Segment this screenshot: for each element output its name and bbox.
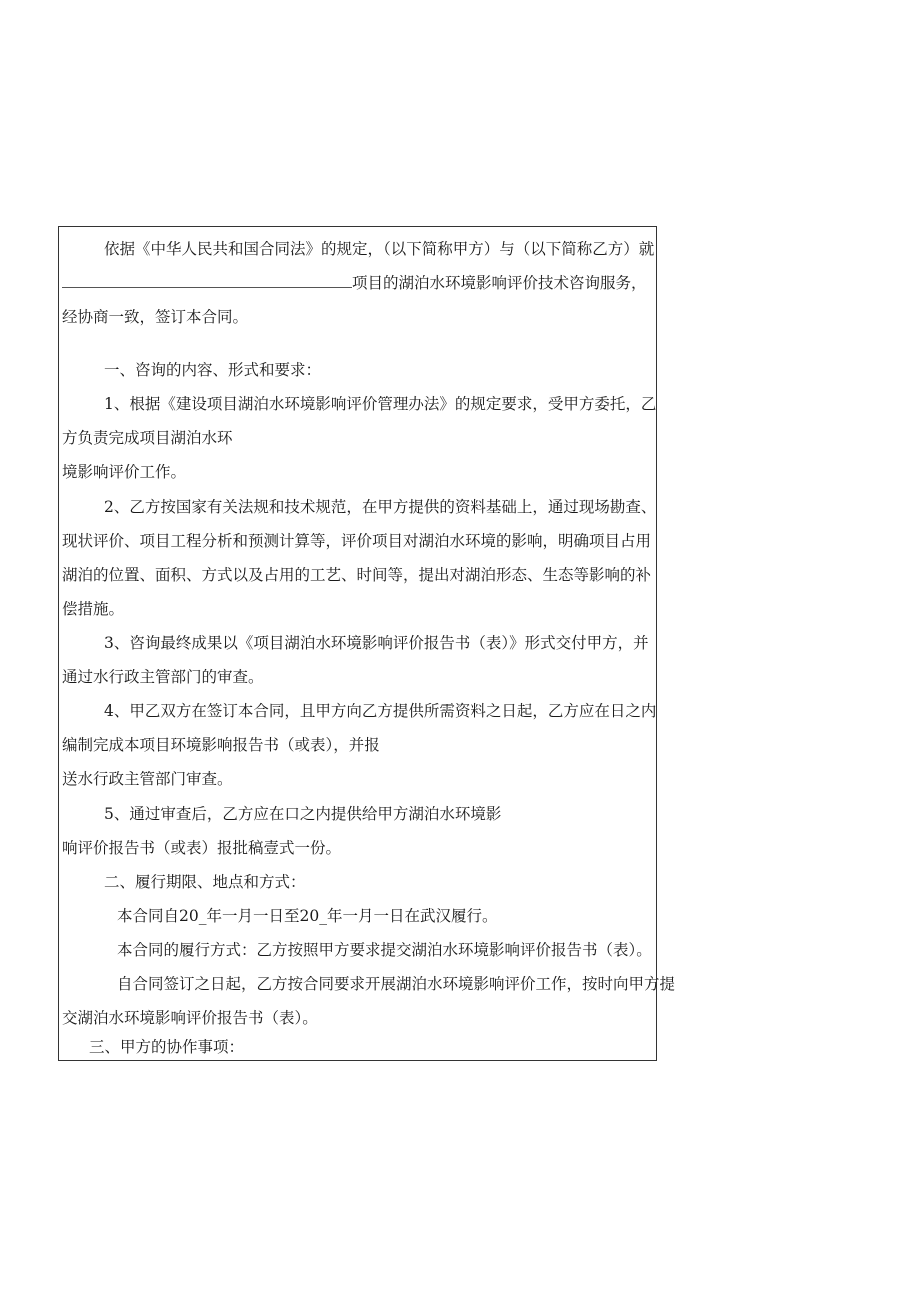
item-2-line-3: 湖泊的位置、面积、方式以及占用的工艺、时间等，提出对湖泊形态、生态等影响的补 — [62, 566, 652, 584]
project-name-blank — [62, 275, 352, 288]
item-1-line-3: 境影响评价工作。 — [62, 463, 187, 481]
item-2-line-1: 2、乙方按国家有关法规和技术规范，在甲方提供的资料基础上，通过现场勘查、 — [104, 498, 657, 516]
para-intro-line-1: 依据《中华人民共和国合同法》的规定，（以下简称甲方）与（以下简称乙方）就 — [104, 240, 655, 258]
term-period-line: 本合同自20_年一月一日至20_年一月一日在武汉履行。 — [117, 907, 498, 925]
item-3-line-1: 3、咨询最终成果以《项目湖泊水环境影响评价报告书（表）》形式交付甲方，并 — [104, 634, 649, 652]
contract-frame — [58, 226, 676, 1061]
para-intro-line-2 — [62, 273, 647, 293]
item-5-line-1: 5、通过审查后，乙方应在口之内提供给甲方湖泊水环境影 — [104, 805, 502, 823]
term-method-line: 本合同的履行方式：乙方按照甲方要求提交湖泊水环境影响评价报告书（表）。 — [117, 941, 652, 959]
para-intro-line-3: 经协商一致，签订本合同。 — [62, 308, 249, 326]
section-2-heading: 二、履行期限、地点和方式： — [104, 873, 306, 891]
term-submit-line-2: 交湖泊水环境影响评价报告书（表）。 — [62, 1009, 318, 1027]
section-1-heading: 一、咨询的内容、形式和要求： — [104, 361, 322, 379]
section-3-heading: 三、甲方的协作事项： — [89, 1038, 245, 1056]
term-submit-line-1: 自合同签订之日起，乙方按合同要求开展湖泊水环境影响评价工作，按时向甲方提 — [117, 975, 676, 993]
item-4-line-2: 编制完成本项目环境影响报告书（或表），并报 — [62, 736, 380, 754]
item-3-line-2: 通过水行政主管部门的审查。 — [62, 668, 264, 686]
item-1-line-1: 1、根据《建设项目湖泊水环境影响评价管理办法》的规定要求，受甲方委托，乙 — [104, 395, 657, 413]
item-1-line-2: 方负责完成项目湖泊水环 — [62, 429, 233, 447]
item-4-line-1: 4、甲乙双方在签订本合同，且甲方向乙方提供所需资料之日起，乙方应在日之内 — [104, 702, 657, 720]
para-intro-line-2-text: 项目的湖泊水环境影响评价技术咨询服务， — [352, 274, 647, 292]
item-4-line-3: 送水行政主管部门审查。 — [62, 770, 233, 788]
item-2-line-4: 偿措施。 — [62, 600, 125, 618]
item-5-line-2: 响评价报告书（或表）报批稿壹式一份。 — [62, 839, 342, 857]
item-2-line-2: 现状评价、项目工程分析和预测计算等，评价项目对湖泊水环境的影响，明确项目占用 — [62, 532, 652, 550]
